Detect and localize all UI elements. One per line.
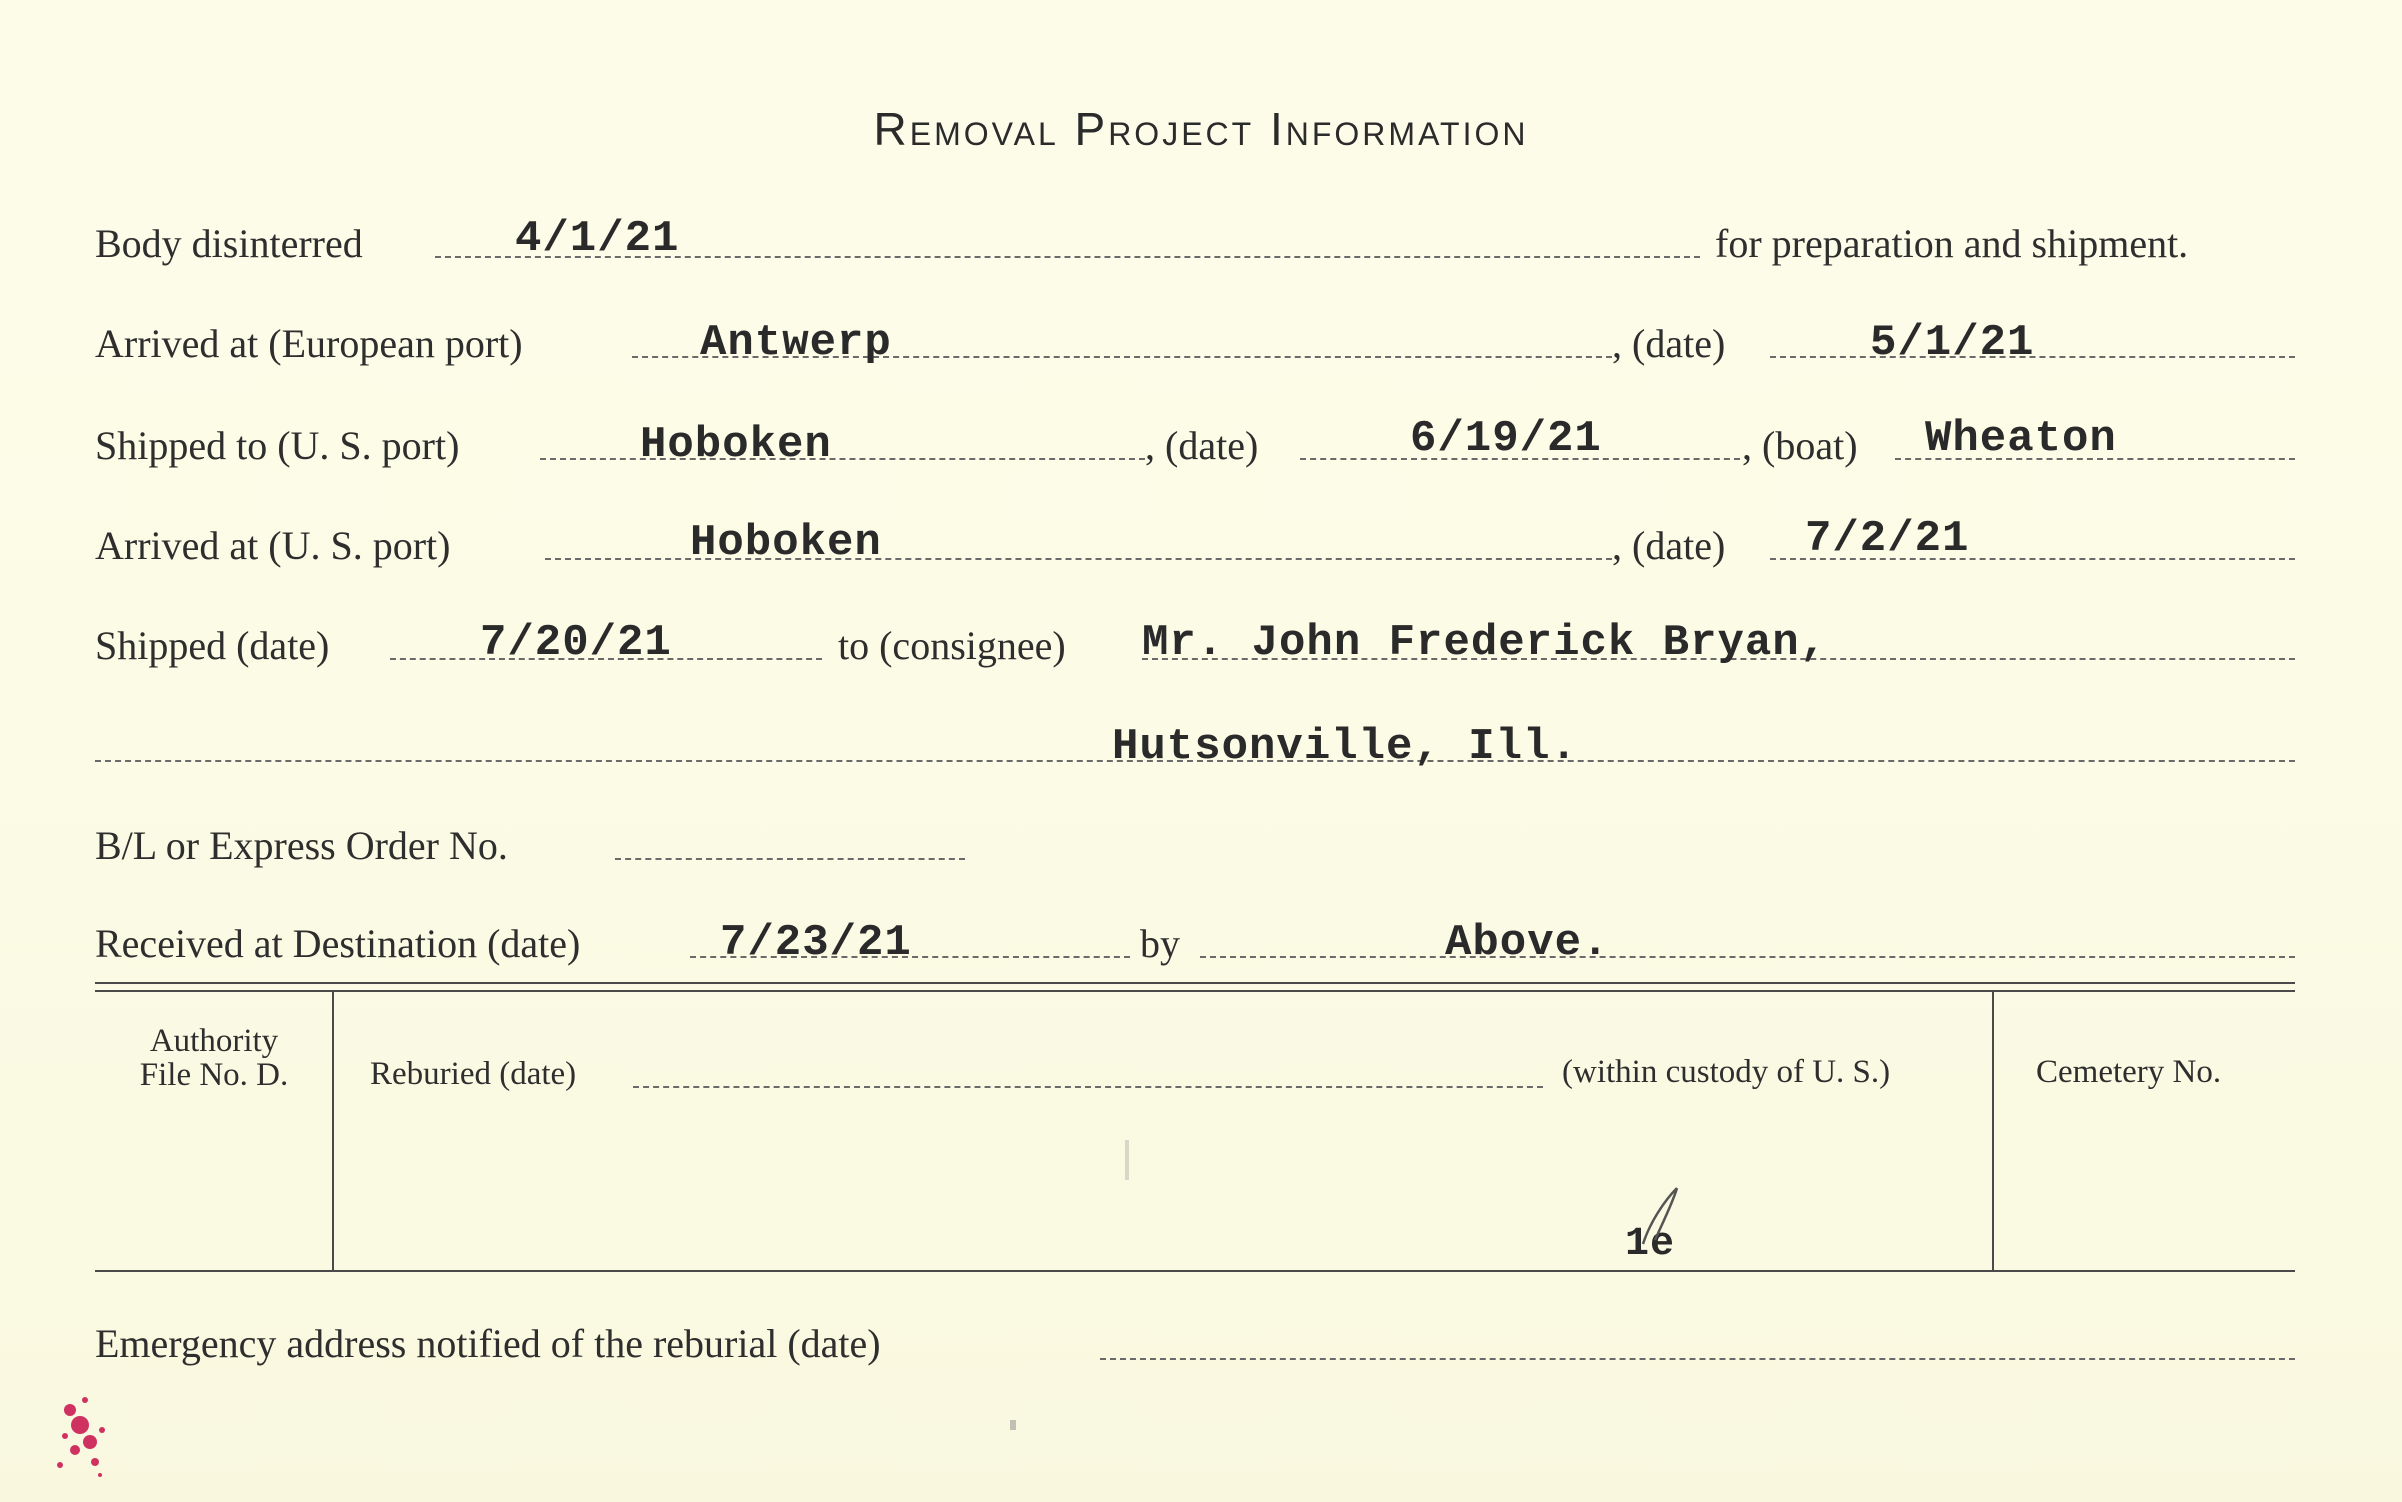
bl-express-label: B/L or Express Order No. <box>95 823 508 868</box>
us-shipped-date-label: , (date) <box>1145 423 1259 468</box>
box-top-rule-1 <box>95 982 2295 984</box>
cemetery-label: Cemetery No. <box>2036 1054 2222 1090</box>
preparation-shipment-label: for preparation and shipment. <box>1715 221 2189 266</box>
authority-line: Authority <box>149 1023 279 1059</box>
shipped-date-value: 7/20/21 <box>480 618 672 668</box>
file-no-line: File No. D. <box>139 1057 289 1093</box>
card-title: Removal Project Information <box>873 103 1529 155</box>
custody-label: (within custody of U. S.) <box>1562 1054 1891 1090</box>
us-shipped-port-value: Hoboken <box>640 420 832 470</box>
box-bottom-rule <box>95 1270 2295 1272</box>
received-date-value: 7/23/21 <box>720 918 912 968</box>
consignee-label: to (consignee) <box>838 623 1066 668</box>
european-date-value: 5/1/21 <box>1870 318 2035 368</box>
body-disinterred-label: Body disinterred <box>95 221 363 266</box>
european-port-value: Antwerp <box>700 318 892 368</box>
boat-label: , (boat) <box>1742 423 1858 468</box>
us-shipped-port-label: Shipped to (U. S. port) <box>95 423 460 468</box>
consignee-value: Mr. John Frederick Bryan, <box>1142 618 1828 668</box>
ink-smudge <box>1125 1140 1129 1180</box>
emergency-address-line <box>1100 1358 2295 1360</box>
handwritten-mark: 1e <box>1625 1222 1676 1267</box>
pencil-loop-icon <box>1615 1182 1695 1252</box>
us-shipped-date-value: 6/19/21 <box>1410 414 1602 464</box>
us-arrived-date-label: , (date) <box>1612 523 1726 568</box>
received-by-value: Above. <box>1445 918 1610 968</box>
authority-file-label <box>100 1024 328 1092</box>
red-stain-mark <box>40 1370 130 1490</box>
reburied-label: Reburied (date) <box>370 1056 577 1092</box>
received-destination-label: Received at Destination (date) <box>95 921 581 966</box>
bl-express-line <box>615 858 965 860</box>
us-arrived-port-value: Hoboken <box>690 518 882 568</box>
reburied-line <box>633 1086 1543 1088</box>
european-date-label: , (date) <box>1612 321 1726 366</box>
ink-speck <box>1010 1420 1016 1430</box>
boat-value: Wheaton <box>1925 414 2117 464</box>
box-top-rule-2 <box>95 990 2295 992</box>
body-disinterred-value: 4/1/21 <box>515 214 680 264</box>
box-divider-right <box>1992 992 1994 1270</box>
consignee-address-value: Hutsonville, Ill. <box>1112 722 1578 772</box>
us-shipped-port-line <box>540 458 1145 460</box>
us-arrived-port-label: Arrived at (U. S. port) <box>95 523 451 568</box>
us-arrived-date-value: 7/2/21 <box>1805 514 1970 564</box>
european-port-label: Arrived at (European port) <box>95 321 523 366</box>
emergency-address-label: Emergency address notified of the reburial (date) <box>95 1321 881 1366</box>
box-divider-left <box>332 992 334 1270</box>
shipped-date-label: Shipped (date) <box>95 623 330 668</box>
received-by-line <box>1200 956 2295 958</box>
received-by-label: by <box>1140 921 1180 966</box>
